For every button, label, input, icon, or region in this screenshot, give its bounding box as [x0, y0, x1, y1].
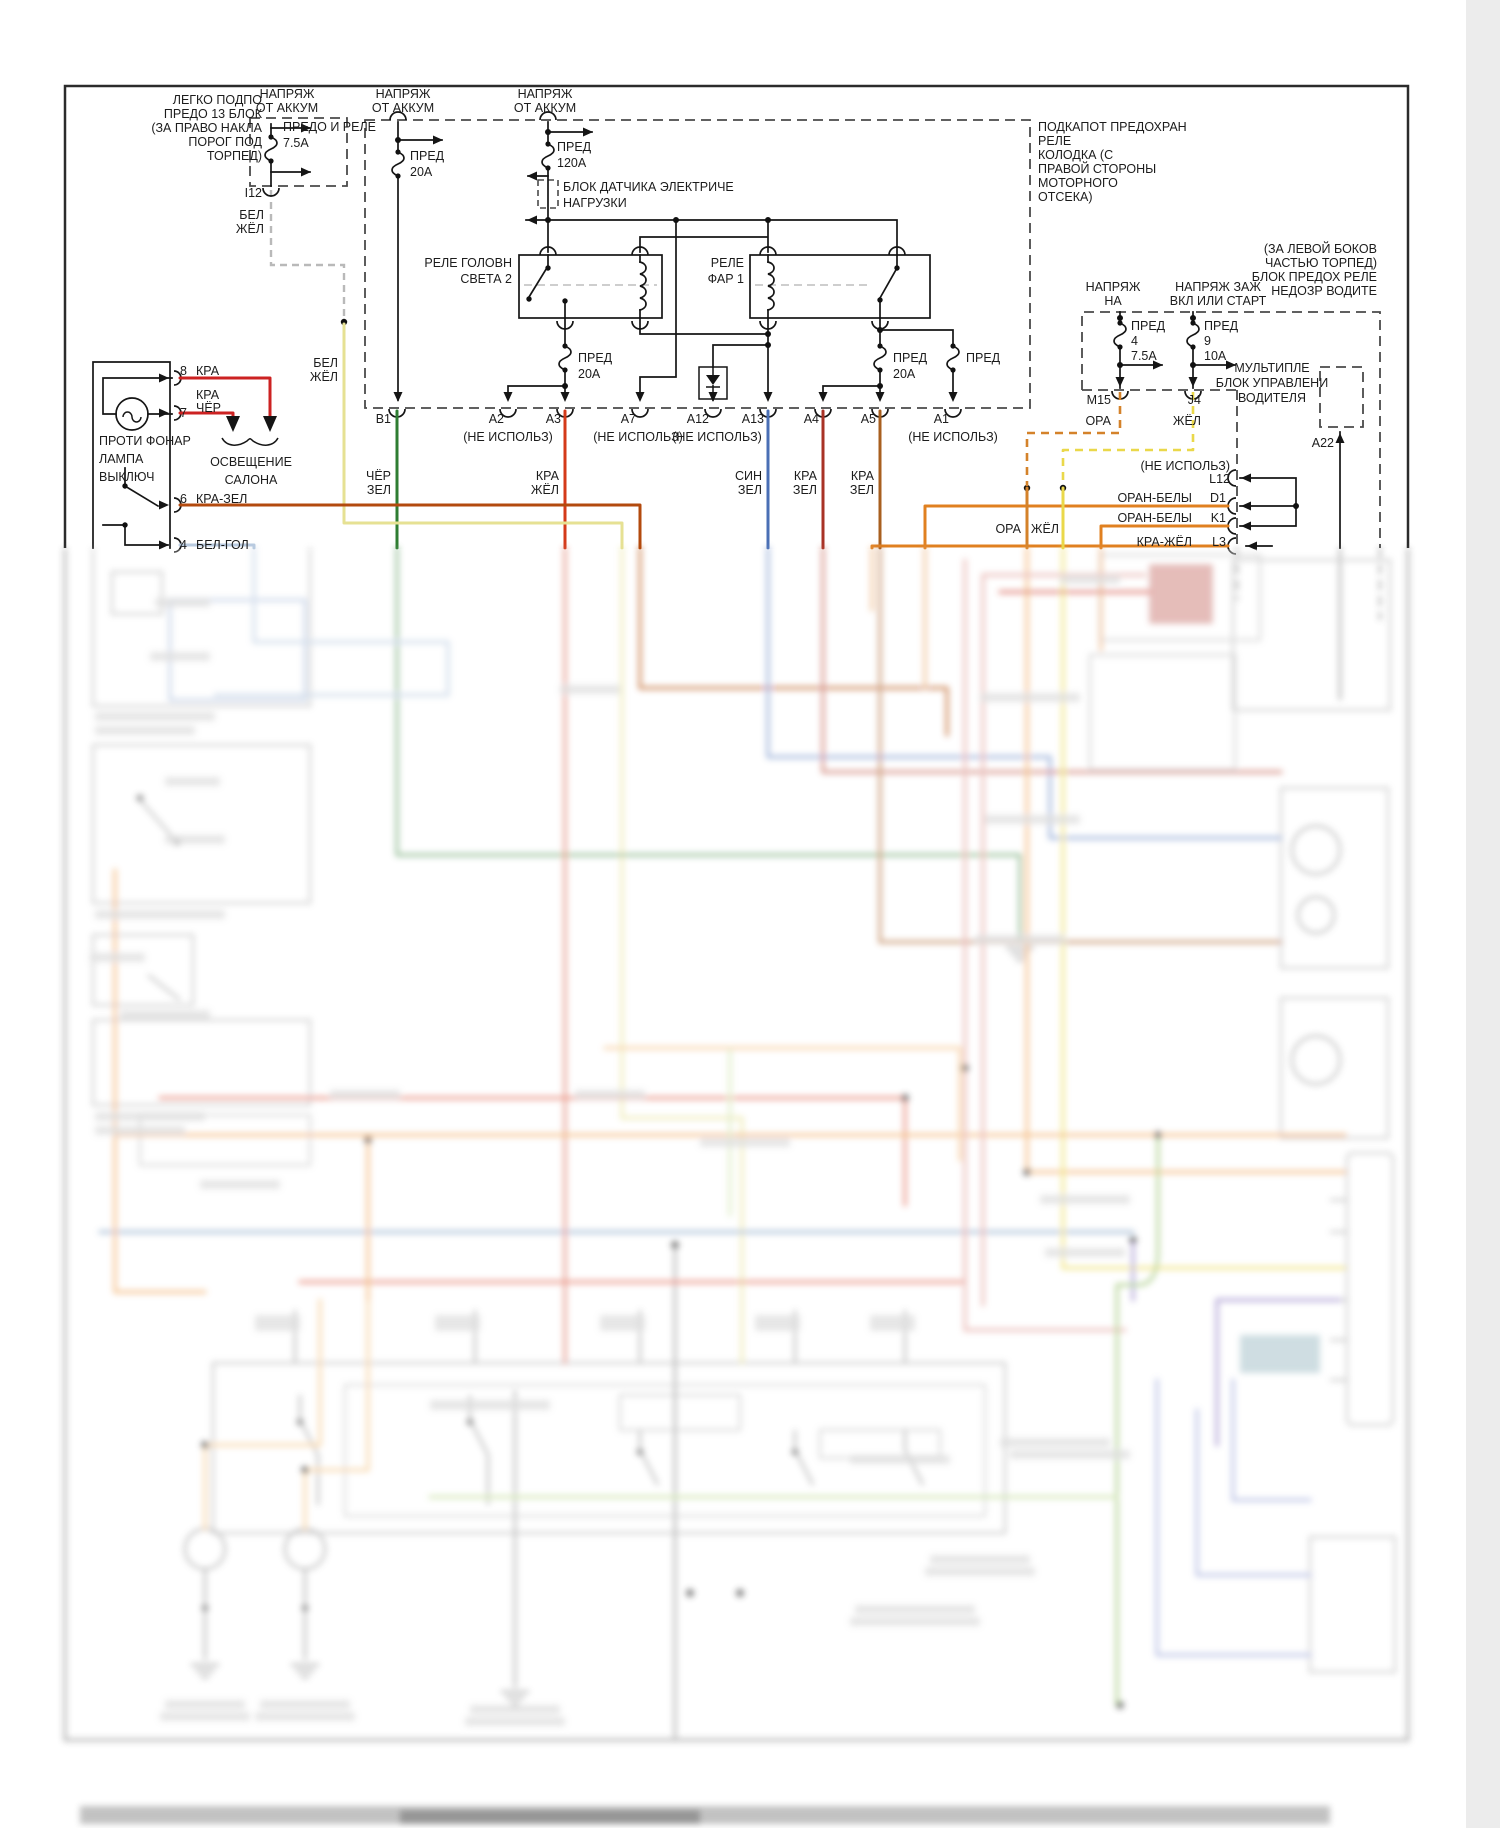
- driver-block-label: НЕДОЗР ВОДИТЕ: [1271, 284, 1377, 298]
- wire-color-label: СИН: [734, 469, 762, 483]
- multiplex-label: МУЛЬТИПЛЕ: [1234, 361, 1310, 375]
- not-used-label: (НЕ ИСПОЛЬЗ): [908, 430, 998, 444]
- wire-color-label: ЖЁЛ: [530, 483, 559, 497]
- wire-kra-pin8: [180, 378, 270, 416]
- relay2-label: РЕЛЕ: [710, 256, 744, 270]
- batt-label: НАПРЯЖ: [375, 87, 431, 101]
- fuse-label: 120A: [557, 156, 587, 170]
- wire-kra-zel-pin6: [180, 505, 640, 548]
- wire-color-label: БЕЛ: [313, 356, 338, 370]
- wire-color-label: КРА-ЖЁЛ: [1136, 535, 1192, 549]
- wire-color-label: ЗЕЛ: [366, 483, 391, 497]
- driver-block-label: БЛОК ПРЕДОХ РЕЛЕ: [1251, 270, 1377, 284]
- lamp-filament-icon: [123, 412, 141, 422]
- connector-label: A5: [860, 412, 876, 426]
- wire-color-label: ОРАН-БЕЛЫ: [1117, 511, 1192, 525]
- easy-access-label: ПОРОГ ПОД: [188, 135, 262, 149]
- fuse-predo-rele-label: ПРЕДО И РЕЛЕ: [283, 120, 376, 134]
- fuse-label: 20A: [410, 165, 433, 179]
- connector-label: A1: [933, 412, 949, 426]
- pin-label: 8: [180, 364, 187, 378]
- driver-block-label: ЧАСТЬЮ ТОРПЕД): [1264, 256, 1377, 270]
- relay2-label: ФАР 1: [707, 272, 744, 286]
- lamp-switch-label: ВЫКЛЮЧ: [99, 470, 155, 484]
- wire-bel-zhel-dashed: [271, 190, 344, 318]
- relay2-coil-icon: [768, 262, 774, 310]
- cabin-light-arrow-icon: [226, 416, 240, 432]
- multiplex-label: ВОДИТЕЛЯ: [1237, 391, 1307, 405]
- fuse-label: 20A: [893, 367, 916, 381]
- pin-label: 6: [180, 492, 187, 506]
- easy-access-label: ПРЕДО 13 БЛОК: [163, 107, 262, 121]
- not-used-label: (НЕ ИСПОЛЬЗ): [1140, 459, 1230, 473]
- wire-color-label: ЗЕЛ: [737, 483, 762, 497]
- batt-label: ОТ АККУМ: [513, 101, 577, 115]
- fuse-label: 9: [1204, 334, 1211, 348]
- fuse-label: ПРЕД: [578, 351, 613, 365]
- wire-color-label: ОРА: [1085, 414, 1111, 428]
- connector-label: K1: [1210, 511, 1226, 525]
- pin-label: 4: [180, 538, 187, 552]
- cabin-light-label: САЛОНА: [224, 473, 278, 487]
- wire-color-label: ЗЕЛ: [792, 483, 817, 497]
- wire-color-label: КРА: [793, 469, 817, 483]
- wire-color-label: ЖЁЛ: [309, 370, 338, 384]
- not-used-label: (НЕ ИСПОЛЬЗ): [593, 430, 683, 444]
- connector-label: A4: [803, 412, 819, 426]
- connector-label: J4: [1187, 393, 1201, 407]
- underhood-label: РЕЛЕ: [1038, 134, 1072, 148]
- connector-label: A2: [488, 412, 504, 426]
- fuse-label: ПРЕД: [1131, 319, 1166, 333]
- connector-label: A7: [620, 412, 636, 426]
- relay1-label: РЕЛЕ ГОЛОВН: [424, 256, 512, 270]
- wire-color-label: ЖЁЛ: [1030, 522, 1059, 536]
- wire-color-label: ЖЁЛ: [1172, 414, 1201, 428]
- volt-ign-label: НАПРЯЖ ЗАЖ: [1175, 280, 1261, 294]
- connector-label: A3: [545, 412, 561, 426]
- brace-icon: [222, 438, 278, 445]
- wire-color-label: ОРА: [995, 522, 1021, 536]
- load-sensor-label: НАГРУЗКИ: [563, 196, 627, 210]
- wire-color-label: КРА: [535, 469, 559, 483]
- fuse-label: ПРЕД: [410, 149, 445, 163]
- multiplex-label: БЛОК УПРАВЛЕНИ: [1215, 376, 1329, 390]
- wire-color-label: БЕЛ: [239, 208, 264, 222]
- cabin-light-arrow-icon: [263, 416, 277, 432]
- wire-color-label: ЧЁР: [196, 401, 222, 415]
- not-used-label: (НЕ ИСПОЛЬЗ): [463, 430, 553, 444]
- underhood-label: ПОДКАПОТ ПРЕДОХРАН: [1038, 120, 1187, 134]
- batt-label: ОТ АККУМ: [371, 101, 435, 115]
- wire-color-label: ЧЁР: [365, 469, 391, 483]
- fuse-label: 20A: [578, 367, 601, 381]
- lamp-switch-label: ЛАМПА: [99, 452, 144, 466]
- wire-color-label: КРА: [196, 388, 220, 402]
- diode-icon: [706, 375, 720, 385]
- underhood-label: ОТСЕКА): [1038, 190, 1093, 204]
- haze-overlay: [60, 549, 1420, 1761]
- driver-block-label: (ЗА ЛЕВОЙ БОКОВ: [1263, 242, 1377, 256]
- volt-na-label: НАПРЯЖ: [1085, 280, 1141, 294]
- sharp-schematic-region: [65, 86, 1408, 554]
- underhood-label: КОЛОДКА (С: [1038, 148, 1114, 162]
- lamp-icon: [116, 398, 148, 430]
- lamp-switch-label: ПРОТИ ФОНАР: [99, 434, 191, 448]
- relay1-coil-icon: [640, 262, 646, 310]
- fuse-label: ПРЕД: [893, 351, 928, 365]
- fuse-label: ПРЕД: [966, 351, 1001, 365]
- connector-label: A13: [741, 412, 764, 426]
- connector-label: L3: [1212, 535, 1226, 549]
- cabin-light-label: ОСВЕЩЕНИЕ: [210, 455, 292, 469]
- labels: [99, 87, 1377, 552]
- easy-access-label: (ЗА ПРАВО НАКЛА: [151, 121, 262, 135]
- connector-label: A22: [1311, 436, 1334, 450]
- relay1-label: СВЕТА 2: [460, 272, 512, 286]
- load-sensor-label: БЛОК ДАТЧИКА ЭЛЕКТРИЧЕ: [563, 180, 734, 194]
- wire-color-label: ЖЁЛ: [235, 222, 264, 236]
- wire-color-label: КРА: [850, 469, 874, 483]
- volt-ign-label: ВКЛ ИЛИ СТАРТ: [1169, 294, 1267, 308]
- not-used-label: (НЕ ИСПОЛЬЗ): [672, 430, 762, 444]
- wire-color-label: КРА: [196, 364, 220, 378]
- underhood-label: ПРАВОЙ СТОРОНЫ: [1038, 162, 1157, 176]
- wire-color-label: КРА-ЗЕЛ: [196, 492, 248, 506]
- pin-label: 7: [180, 406, 187, 420]
- connector-label: B1: [375, 412, 391, 426]
- connector-label: L12: [1209, 472, 1230, 486]
- relay-lamp1-box: [750, 255, 930, 318]
- connector-label: M15: [1086, 393, 1111, 407]
- fuse-label: 10A: [1204, 349, 1227, 363]
- fuse-label: ПРЕД: [557, 140, 592, 154]
- connector-label: A12: [686, 412, 709, 426]
- connector-i12-label: I12: [244, 186, 262, 200]
- fuse-predo-rele-label: 7.5A: [283, 136, 309, 150]
- fuse-label: 7.5A: [1131, 349, 1157, 363]
- wire-color-label: ОРАН-БЕЛЫ: [1117, 491, 1192, 505]
- scan-edge: [1466, 0, 1500, 1828]
- fuse-label: 4: [1131, 334, 1138, 348]
- connector-label: D1: [1210, 491, 1226, 505]
- wire-color-label: БЕЛ-ГОЛ: [196, 538, 249, 552]
- batt-label: НАПРЯЖ: [517, 87, 573, 101]
- wire-color-label: ЗЕЛ: [849, 483, 874, 497]
- batt-label: НАПРЯЖ: [259, 87, 315, 101]
- easy-access-label: ЛЕГКО ПОДПО: [172, 93, 262, 107]
- batt-label: ОТ АККУМ: [255, 101, 319, 115]
- fuse-label: ПРЕД: [1204, 319, 1239, 333]
- underhood-label: МОТОРНОГО: [1038, 176, 1118, 190]
- volt-na-label: НА: [1104, 294, 1122, 308]
- easy-access-label: ТОРПЕД): [206, 149, 262, 163]
